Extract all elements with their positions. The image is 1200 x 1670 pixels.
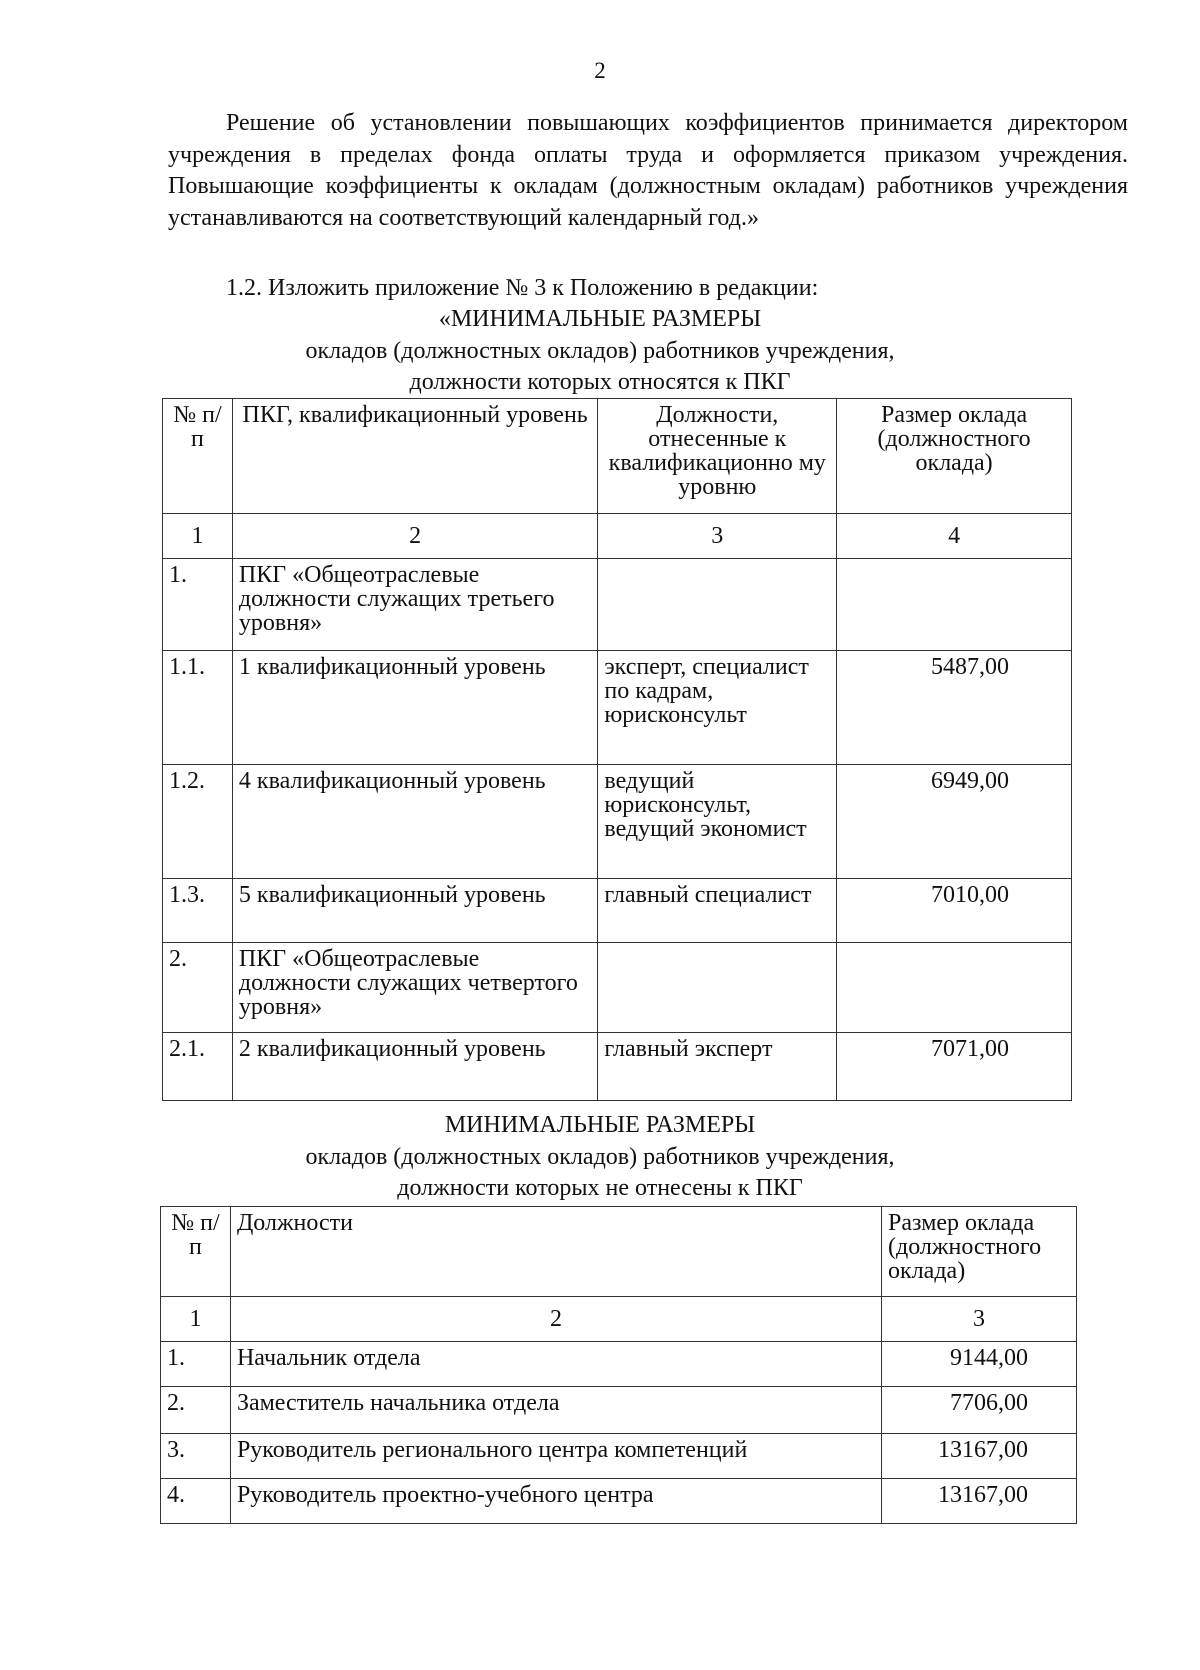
row-position: Руководитель регионального центра компетенций: [230, 1434, 881, 1479]
row-salary: 7071,00: [837, 1033, 1072, 1101]
table2-heading-line3: должности которых не отнесены к ПКГ: [397, 1175, 803, 1201]
header-num: № п/п: [163, 399, 233, 514]
page-number: 2: [594, 58, 606, 83]
row-num: 1.1.: [163, 651, 233, 765]
row-num: 3.: [161, 1434, 231, 1479]
row-num: 1.3.: [163, 879, 233, 943]
row-position: Заместитель начальника отдела: [230, 1387, 881, 1434]
item-1-2: 1.2. Изложить приложение № 3 к Положению в редакции:: [226, 275, 819, 301]
row-salary: 13167,00: [882, 1479, 1077, 1524]
row-num: 2.: [161, 1387, 231, 1434]
body-paragraph: Решение об установлении повышающих коэффициентов принимается директором учреждения в пределах фонда оплаты труда и оформляется приказом учреждения. Повышающие коэффициенты к окладам (должностным окладам) работников учреждения устанавливаются на соответствующий календарный год.»: [168, 110, 1128, 231]
row-level: ПКГ «Общеотраслевые должности служащих четвертого уровня»: [232, 943, 597, 1033]
table-row: [163, 559, 1072, 651]
row-level: 1 квалификационный уровень: [232, 651, 597, 765]
row-num: 4.: [161, 1479, 231, 1524]
row-salary: 9144,00: [882, 1342, 1077, 1387]
header-positions: Должности, отнесенные к квалификационно му уровню: [598, 399, 837, 514]
header-num: № п/п: [161, 1207, 231, 1297]
row-salary: 5487,00: [837, 651, 1072, 765]
row-positions: [598, 559, 837, 651]
table-row: [163, 765, 1072, 879]
header-salary: Размер оклада (должностного оклада): [882, 1207, 1077, 1297]
table2-heading: [0, 1110, 1200, 1205]
table1-heading-line1: «МИНИМАЛЬНЫЕ РАЗМЕРЫ: [438, 306, 762, 332]
row-num: 1.2.: [163, 765, 233, 879]
row-salary: 7706,00: [882, 1387, 1077, 1434]
row-positions: ведущий юрисконсульт, ведущий экономист: [598, 765, 837, 879]
table-non-pkg-salaries: [160, 1206, 1077, 1524]
table-row: [163, 879, 1072, 943]
index-cell: 3: [882, 1297, 1077, 1342]
row-salary: [837, 559, 1072, 651]
table-index-row: [163, 514, 1072, 559]
row-position: Начальник отдела: [230, 1342, 881, 1387]
row-salary: [837, 943, 1072, 1033]
row-salary: 13167,00: [882, 1434, 1077, 1479]
header-level: ПКГ, квалификационный уровень: [232, 399, 597, 514]
header-salary: Размер оклада (должностного оклада): [837, 399, 1072, 514]
row-positions: главный специалист: [598, 879, 837, 943]
row-num: 1.: [161, 1342, 231, 1387]
table-header-row: [161, 1207, 1077, 1297]
table-row: [161, 1387, 1077, 1434]
table2-heading-line1: МИНИМАЛЬНЫЕ РАЗМЕРЫ: [444, 1112, 756, 1138]
row-level: 4 квалификационный уровень: [232, 765, 597, 879]
row-salary: 7010,00: [837, 879, 1072, 943]
table1-heading: [0, 304, 1200, 399]
index-cell: 4: [837, 514, 1072, 559]
row-level: 2 квалификационный уровень: [232, 1033, 597, 1101]
table-index-row: [161, 1297, 1077, 1342]
row-num: 2.: [163, 943, 233, 1033]
index-cell: 3: [598, 514, 837, 559]
header-position: Должности: [230, 1207, 881, 1297]
table-header-row: [163, 399, 1072, 514]
table-row: [163, 943, 1072, 1033]
row-level: ПКГ «Общеотраслевые должности служащих третьего уровня»: [232, 559, 597, 651]
table2-heading-line2: окладов (должностных окладов) работников учреждения,: [305, 1143, 895, 1170]
table-pkg-salaries: [162, 398, 1072, 1101]
row-positions: [598, 943, 837, 1033]
table-row: [163, 651, 1072, 765]
row-position: Руководитель проектно-учебного центра: [230, 1479, 881, 1524]
row-salary: 6949,00: [837, 765, 1072, 879]
index-cell: 1: [161, 1297, 231, 1342]
table1-heading-line2: окладов (должностных окладов) работников учреждения,: [305, 337, 895, 364]
table-row: [161, 1479, 1077, 1524]
table-row: [163, 1033, 1072, 1101]
table1-heading-line3: должности которых относятся к ПКГ: [409, 369, 791, 395]
row-positions: эксперт, специалист по кадрам, юрисконсульт: [598, 651, 837, 765]
index-cell: 2: [230, 1297, 881, 1342]
row-positions: главный эксперт: [598, 1033, 837, 1101]
row-num: 1.: [163, 559, 233, 651]
row-level: 5 квалификационный уровень: [232, 879, 597, 943]
table-row: [161, 1434, 1077, 1479]
table-row: [161, 1342, 1077, 1387]
row-num: 2.1.: [163, 1033, 233, 1101]
index-cell: 1: [163, 514, 233, 559]
index-cell: 2: [232, 514, 597, 559]
